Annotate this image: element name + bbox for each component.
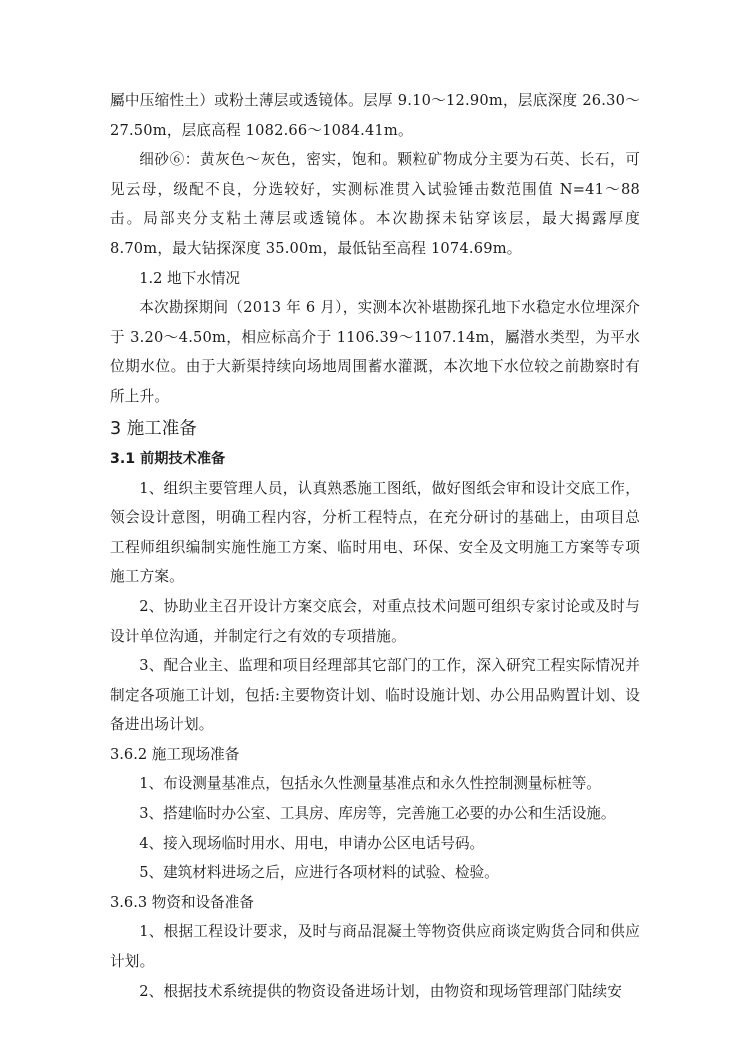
paragraph-tech-1: 1、组织主要管理人员，认真熟悉施工图纸，做好图纸会审和设计交底工作，领会设计意图，明确工程内容，分析工程特点，在充分研讨的基础上，由项目总工程师组织编制实施性施工方案、临时用电、环保、安全及文明施工方案等专项施工方案。 (110, 479, 640, 586)
document-page (110, 86, 640, 1006)
heading-materials-prep: 3.6.3 物资和设备准备 (110, 893, 254, 911)
paragraph-materials-2: 2、根据技术系统提供的物资设备进场计划，由物资和现场管理部门陆续安 (139, 982, 623, 1000)
heading-technical-prep: 3.1 前期技术准备 (110, 450, 226, 467)
site-item-5: 5、建筑材料进场之后，应进行各项材料的试验、检验。 (139, 864, 499, 882)
site-item-3: 3、搭建临时办公室、工具房、库房等，完善施工必要的办公和生活设施。 (139, 805, 616, 823)
heading-construction-prep: 3 施工准备 (110, 418, 197, 439)
paragraph-materials-1: 1、根据工程设计要求，及时与商品混凝土等物资供应商谈定购货合同和供应计划。 (110, 923, 640, 971)
paragraph-groundwater: 本次勘探期间（2013 年 6 月），实测本次补堪勘探孔地下水稳定水位埋深介于 3.20～4.50m，相应标高介于 1106.39～1107.14m，屬潜水类型，为平水位期水位。由于大新渠持续向场地周围蓄水灌溉，本次地下水位较之前勘察时有所上升。 (110, 299, 640, 405)
paragraph-soil-layer: 屬中压缩性土）或粉土薄层或透镜体。层厚 9.10～12.90m，层底深度 26.30～27.50m，层底高程 1082.66～1084.41m。 (110, 92, 640, 139)
heading-groundwater: 1.2 地下水情况 (139, 269, 241, 287)
paragraph-fine-sand: 细砂⑥：黄灰色～灰色，密实，饱和。颗粒矿物成分主要为石英、长石，可见云母，级配不良，分选较好，实测标准贯入试验锤击数范围值 N=41～88 击。局部夹分支粘土薄层或透镜体。本次勘探未钻穿该层，最大揭露厚度 8.70m，最大钻探深度 35.00m，最低钻至高程 1074.69m。 (110, 151, 640, 257)
paragraph-tech-2: 2、协助业主召开设计方案交底会，对重点技术问题可组织专家讨论或及时与设计单位沟通，并制定行之有效的专项措施。 (110, 597, 640, 645)
site-item-1: 1、布设测量基准点，包括永久性测量基准点和永久性控制测量标桩等。 (139, 775, 601, 793)
paragraph-tech-3: 3、配合业主、监理和项目经理部其它部门的工作，深入研究工程实际情况并制定各项施工计划，包括:主要物资计划、临时设施计划、办公用品购置计划、设备进出场计划。 (110, 657, 640, 734)
heading-site-prep: 3.6.2 施工现场准备 (110, 745, 240, 763)
site-item-4: 4、接入现场临时用水、用电，申请办公区电话号码。 (139, 834, 485, 852)
